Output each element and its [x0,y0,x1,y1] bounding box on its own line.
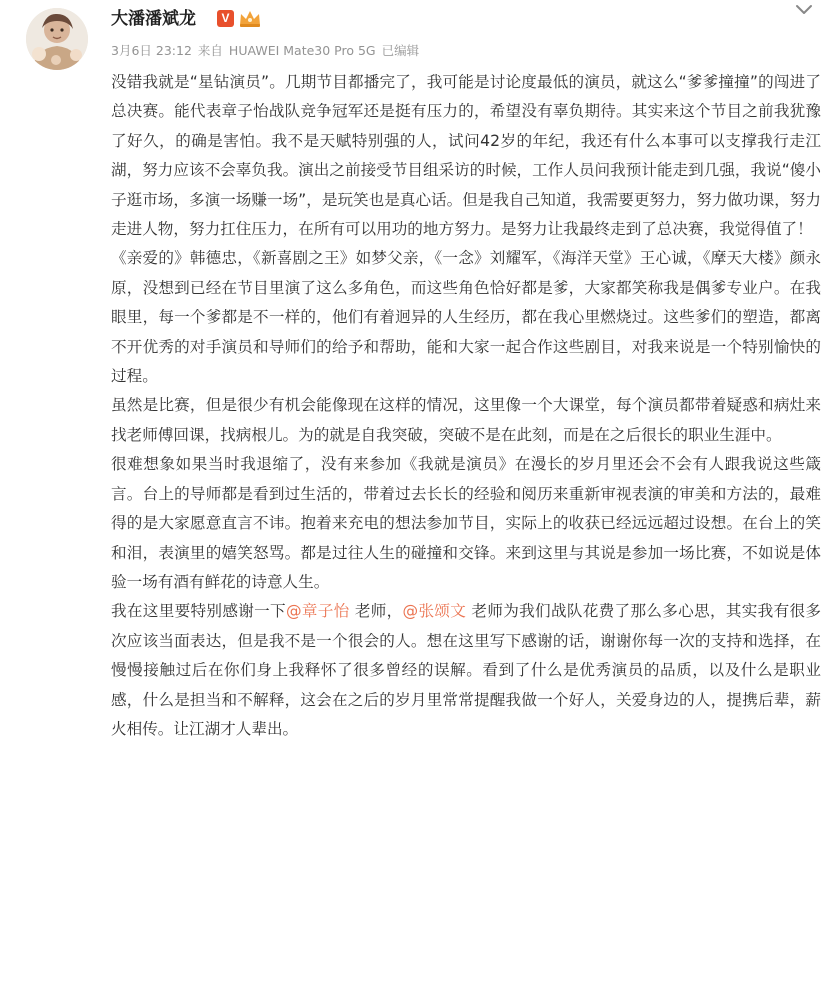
mention-link[interactable]: @章子怡 [285,602,350,621]
post-paragraph [111,597,821,744]
device-source[interactable]: HUAWEI Mate30 Pro 5G [228,43,376,58]
mention-link[interactable]: @张颂文 [402,602,467,621]
avatar[interactable] [26,8,88,70]
crown-badge-icon [238,9,262,28]
edited-label[interactable]: 已编辑 [381,43,420,58]
post-paragraph: 很难想象如果当时我退缩了，没有来参加《我就是演员》在漫长的岁月里还会不会有人跟我说这些箴言。台上的导师都是看到过生活的，带着过去长长的经验和阅历来重新审视表演的审美和方法的，最难得的是大家愿意直言不讳。抱着来充电的想法参加节目，实际上的收获已经远远超过设想。在台上的笑和泪，表演里的嬉笑怒骂。都是过往人生的碰撞和交锋。来到这里与其说是参加一场比赛，不如说是体验一场有酒有鲜花的诗意人生。 [111,455,821,591]
post-paragraph: 虽然是比赛，但是很少有机会能像现在这样的情况，这里像一个大课堂，每个演员都带着疑惑和病灶来找老师傅回课，找病根儿。为的就是自我突破，突破不是在此刻，而是在之后很长的职业生涯中。 [111,396,821,444]
post-text: 老师为我们战队花费了那么多心思，其实我有很多次应该当面表达，但是我不是一个很会的人。想在这里写下感谢的话，谢谢你每一次的支持和选择，在慢慢接触过后在你们身上我释怀了很多曾经的误解。看到了什么是优秀演员的品质，以及什么是职业感，什么是担当和不解释，这会在之后的岁月里常常提醒我做一个好人，关爱身边的人，提携后辈，薪火相传。让江湖才人辈出。 [111,602,821,738]
post-text: 老师， [349,602,403,621]
verified-badge-icon: V [217,10,234,27]
chevron-down-icon[interactable] [793,2,815,18]
post-text: 我在这里要特别感谢一下 [111,602,286,621]
post-content [111,68,821,744]
source-prefix: 来自 [197,43,223,58]
avatar-portrait [26,8,88,70]
post-paragraph: 《亲爱的》韩德忠，《新喜剧之王》如梦父亲，《一念》刘耀军，《海洋天堂》王心诚，《摩天大楼》颜永原，没想到已经在节目里演了这么多角色，而这些角色恰好都是爹，大家都笑称我是偶爹专业户。在我眼里，每一个爹都是不一样的，他们有着迥异的人生经历，都在我心里燃烧过。这些爹们的塑造，都离不开优秀的对手演员和导师们的给予和帮助，能和大家一起合作这些剧目，对我来说是一个特别愉快的过程。 [111,249,821,386]
post-paragraph: 没错我就是“星钻演员”。几期节目都播完了，我可能是讨论度最低的演员，就这么“爹爹撞撞”的闯进了总决赛。能代表章子怡战队竞争冠军还是挺有压力的，希望没有辜负期待。其实来这个节目之前我犹豫了好久，的确是害怕。我不是天赋特别强的人，试问42岁的年纪，我还有什么本事可以支撑我行走江湖，努力应该不会辜负我。演出之前接受节目组采访的时候，工作人员问我预计能走到几强，我说“傻小子逛市场，多演一场赚一场”，是玩笑也是真心话。但是我自己知道，我需要更努力，努力做功课，努力走进人物，努力扛住压力，在所有可以用功的地方努力。是努力让我最终走到了总决赛，我觉得值了！ [111,73,821,239]
post-time[interactable]: 3月6日 23:12 [111,43,192,58]
username[interactable]: 大潘潘斌龙 [111,9,196,29]
post-meta [111,43,425,59]
